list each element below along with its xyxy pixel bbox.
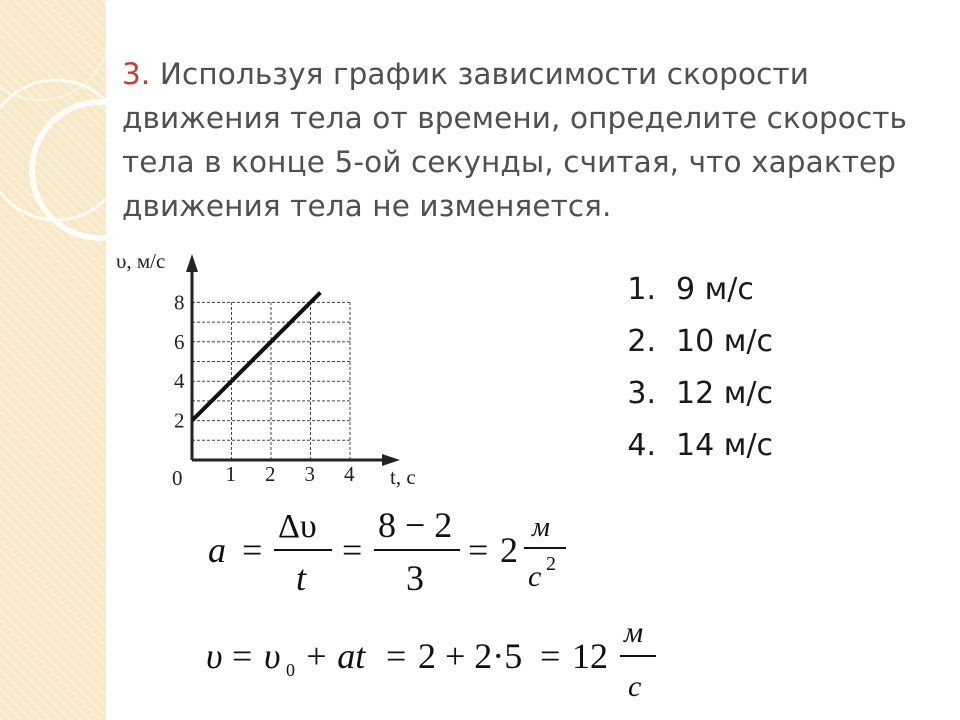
x-tick-label: 2 <box>265 462 276 486</box>
formula1-num2: 8 − 2 <box>378 505 453 545</box>
origin-label: 0 <box>172 466 183 490</box>
formula1-num1: Δυ <box>278 508 317 545</box>
series-line-velocity <box>192 293 320 421</box>
x-tick-label: 1 <box>225 462 236 486</box>
formula2-plus-at: + at <box>304 636 366 676</box>
formula2-v0-sub: 0 <box>286 660 295 680</box>
y-tick-label: 4 <box>174 369 185 394</box>
decorative-circles <box>0 0 106 720</box>
formula1-unit-num: м <box>532 512 550 543</box>
chart-grid <box>192 302 350 460</box>
answer-list <box>600 264 773 472</box>
formula2-unit-den: с <box>628 670 642 703</box>
formula1-unit-exp: 2 <box>546 553 556 575</box>
formula2-v0: υ <box>264 636 281 676</box>
formula2-eq2: = <box>386 636 407 676</box>
formula2-expr: 2 + 2·5 <box>418 636 523 676</box>
answer-option-2[interactable]: 2. 10 м/с <box>627 324 773 359</box>
x-tick-label: 4 <box>344 462 355 486</box>
y-tick-labels <box>174 290 185 432</box>
formula1-den2: 3 <box>406 558 424 598</box>
formula1-unit-den: с <box>528 560 542 593</box>
formula1-den1: t <box>296 558 307 598</box>
x-tick-label: 3 <box>304 462 315 486</box>
x-tick-labels <box>226 462 356 486</box>
answer-option-3[interactable]: 3. 12 м/с <box>627 376 773 411</box>
formula1-eq1: = <box>242 530 263 570</box>
formula1-eq2: = <box>342 530 363 570</box>
decorative-side-strip <box>0 0 106 720</box>
acceleration-formula <box>198 500 578 600</box>
formula1-result: 2 <box>500 530 518 570</box>
y-axis-arrow <box>186 254 198 272</box>
formula1-eq3: = <box>468 530 489 570</box>
velocity-formula <box>198 612 668 712</box>
answer-option-1[interactable]: 1. 9 м/с <box>627 272 754 307</box>
velocity-time-graph <box>106 242 446 502</box>
y-axis-label: υ, м/с <box>116 249 166 273</box>
formula2-lhs: υ <box>206 636 223 676</box>
question-body: Используя график зависимости скорости движения тела от времени, определите скорость тела в конце 5-ой секунды, считая, что характер движения тела не изменяется. <box>122 57 908 223</box>
formula2-eq1: = <box>232 636 253 676</box>
y-tick-label: 6 <box>174 329 185 354</box>
y-tick-label: 8 <box>174 290 185 315</box>
question-number: 3. <box>122 57 151 91</box>
formula2-eq3: = <box>540 636 561 676</box>
question-text <box>122 52 932 228</box>
answer-option-4[interactable]: 4. 14 м/с <box>627 428 773 463</box>
formula1-lhs: a <box>208 530 226 570</box>
x-axis-label: t, с <box>390 465 416 489</box>
y-tick-label: 2 <box>174 408 185 433</box>
formula2-result: 12 <box>572 636 608 676</box>
formula2-unit-num: м <box>624 616 644 649</box>
